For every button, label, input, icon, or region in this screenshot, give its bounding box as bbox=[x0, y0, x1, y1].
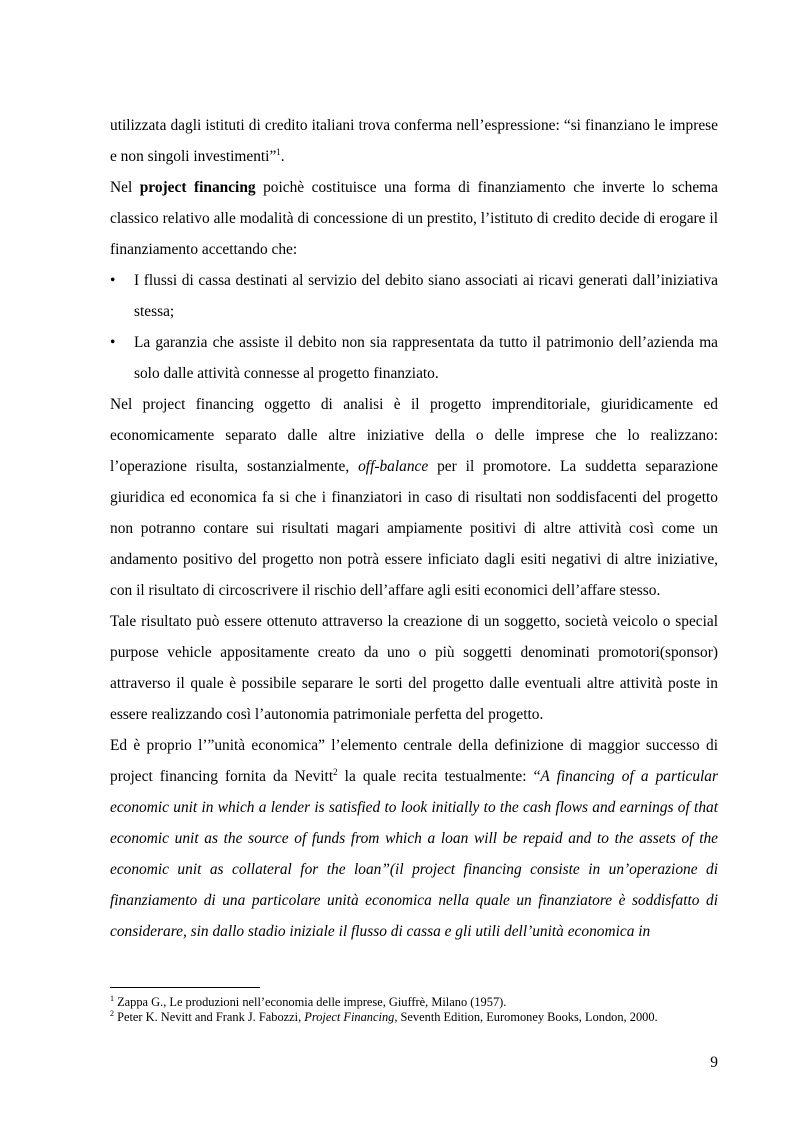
footnotes bbox=[110, 995, 730, 1025]
footnote-1: $^1$ Zappa G., Le produzioni nell’economia delle imprese, Giuffrè, Milano (1957). bbox=[110, 993, 507, 1009]
list-item: • I flussi di cassa destinati al servizio del debito siano associati ai ricavi generati dall’iniziativa stessa; bbox=[110, 265, 718, 327]
paragraph-4: Tale risultato può essere ottenuto attraverso la creazione di un soggetto, società veicolo o special purpose vehicle appositamente creato da uno o più soggetti denominati promotori(sponsor) attraverso il quale è possibile separare le sorti del progetto dalle eventuali altre attività poste in essere realizzando così l’autonomia patrimoniale perfetta del progetto. bbox=[110, 613, 718, 723]
list-item: • La garanzia che assiste il debito non sia rappresentata da tutto il patrimonio dell’azienda ma solo dalle attività connesse al progetto finanziato. bbox=[110, 327, 718, 389]
bullet-icon: • bbox=[110, 272, 116, 289]
footnote-ref-2[interactable]: 2 bbox=[333, 766, 338, 777]
footnote-2: $^2$ Peter K. Nevitt and Frank J. Fabozzi, Project Financing, Seventh Edition, Euromoney Books, London, 2000. bbox=[110, 1008, 658, 1024]
bullet-list bbox=[110, 265, 718, 389]
paragraph-5: Ed è proprio l’”unità economica” l’elemento centrale della definizione di maggior successo di project financing fornita da Nevitt$^2$ la quale recita testualmente: “A financing of a particular economic unit in which a lender is satisfied to look initially to the cash flows and earnings of that economic unit as the source of funds from which a loan will be repaid and to the assets of the economic unit as collateral for the loan”(il project financing consiste in un’operazione di finanziamento di una particolare unità economica nella quale un finanziatore è soddisfatto di considerare, sin dallo stadio iniziale il flusso di cassa e gli utili dell’unità economica in bbox=[110, 737, 718, 940]
bold-term: project financing bbox=[139, 179, 256, 196]
footnote-ref-1[interactable]: 1 bbox=[276, 146, 281, 157]
paragraph-2: Nel project financing poichè costituisce una forma di finanziamento che inverte lo schema classico relativo alle modalità di concessione di un prestito, l’istituto di credito decide di erogare il finanziamento accettando che: bbox=[110, 179, 718, 258]
page-number: 9 bbox=[710, 1054, 718, 1071]
italic-term: off-balance bbox=[358, 458, 429, 475]
paragraph-1: utilizzata dagli istituti di credito italiani trova conferma nell’espressione: “si finanziano le imprese e non singoli investimenti”$^1$. bbox=[110, 117, 718, 165]
body-text bbox=[110, 110, 718, 947]
footnote-divider bbox=[110, 987, 260, 988]
paragraph-3: Nel project financing oggetto di analisi è il progetto imprenditoriale, giuridicamente ed economicamente separato dalle altre iniziative della o delle imprese che lo realizzano: l’operazione risulta, sostanzialmente, off-balance per il promotore. La suddetta separazione giuridica ed economica fa si che i finanziatori in caso di risultati non soddisfacenti del progetto non potranno contare sui risultati magari ampiamente positivi di altre attività così come un andamento positivo del progetto non potrà essere inficiato dagli esiti negativi di altre iniziative, con il risultato di circoscrivere il rischio dell’affare agli esiti economici dell’affare stesso. bbox=[110, 396, 718, 599]
bullet-icon: • bbox=[110, 334, 116, 351]
quoted-definition: A financing of a particular economic unit in which a lender is satisfied to look initially to the cash flows and earnings of that economic unit as the source of funds from which a loan will be repaid and to the assets of the economic unit as collateral for the loan”(il project financing consiste in un’operazione di finanziamento di una particolare unità economica nella quale un finanziatore è soddisfatto di considerare, sin dallo stadio iniziale il flusso di cassa e gli utili dell’unità economica in bbox=[110, 768, 718, 940]
